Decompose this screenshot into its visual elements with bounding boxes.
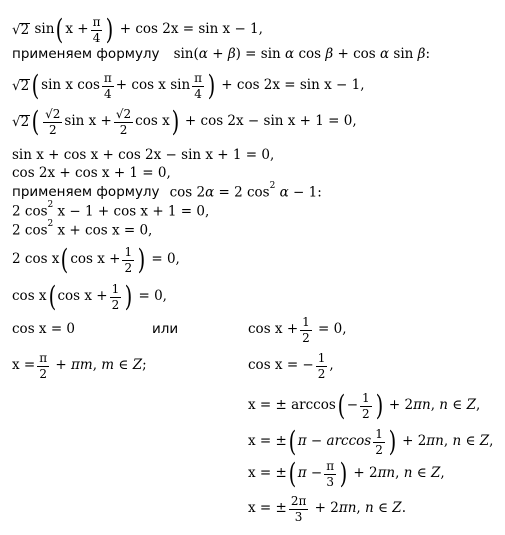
equation-line-5: sin x + cos x + cos 2x − sin x + 1 = 0, bbox=[12, 147, 275, 163]
equation-line-6: cos 2x + cos x + 1 = 0, bbox=[12, 165, 171, 181]
equation-line-8: 2 $\cos^2 x - 1 + \cos x + 1 = 0$, bbox=[12, 200, 210, 220]
equation-line-14: x = ± arccos ( − $\frac{1}{2}$ ) + 2πn, n ∈ Z, bbox=[248, 388, 481, 422]
sqrt-2: √ 2 bbox=[12, 21, 30, 38]
equation-line-1: √ 2 sin ( x + $\frac{\pi}{4}$ ) + cos 2x = sin x − 1, bbox=[12, 12, 263, 46]
equation-line-4: √ 2 ( $\frac{√2}{2}$ sin x + $\frac{√2}{2}$ cos x ) + cos 2x − sin x + 1 = 0, bbox=[12, 104, 357, 138]
equation-line-11: cos x ( cos x + $\frac{1}{2}$ ) = 0, bbox=[12, 279, 167, 313]
equation-line-17: x = ± $\frac{2\pi}{3}$ + 2πn, n ∈ Z. bbox=[248, 494, 406, 524]
or-word: или bbox=[152, 321, 179, 337]
equation-line-10: 2 cos x ( cos x + $\frac{1}{2}$ ) = 0, bbox=[12, 242, 180, 276]
case-1-equation: cos x = 0 bbox=[12, 321, 76, 337]
case-2-cos-value: cos x = − $\frac{1}{2}$ , bbox=[248, 351, 334, 381]
case-2-equation: cos x + $\frac{1}{2}$ = 0, bbox=[248, 315, 347, 345]
formula-note-line-7: применяем формулу cos 2α = 2 $\cos^2 \alpha - 1$: bbox=[12, 181, 322, 201]
equation-line-16: x = ± ( π − $\frac{\pi}{3}$ ) + 2πn, n ∈ Z, bbox=[248, 456, 445, 490]
equation-line-15: x = ± ( π − arccos $\frac{1}{2}$ ) + 2πn, n ∈ Z, bbox=[248, 424, 494, 458]
equation-line-9: 2 $\cos^2 x + \cos x = 0$, bbox=[12, 219, 153, 239]
formula-note-line-2 bbox=[12, 48, 430, 62]
sum-formula: sin(α + β) = sin α cos β + cos α sin β: bbox=[173, 46, 431, 62]
fraction-pi-over-4: $\frac{\pi}{4}$ bbox=[92, 15, 101, 45]
formula-note-text: применяем формулу bbox=[12, 46, 160, 62]
case-1-solution: x = $\frac{\pi}{2}$ + πm, m ∈ Z; bbox=[12, 351, 147, 381]
equation-line-3: √ 2 ( sin x cos $\frac{\pi}{4}$ + cos x sin $\frac{\pi}{4}$ ) + cos 2x = sin x − 1, bbox=[12, 68, 365, 102]
